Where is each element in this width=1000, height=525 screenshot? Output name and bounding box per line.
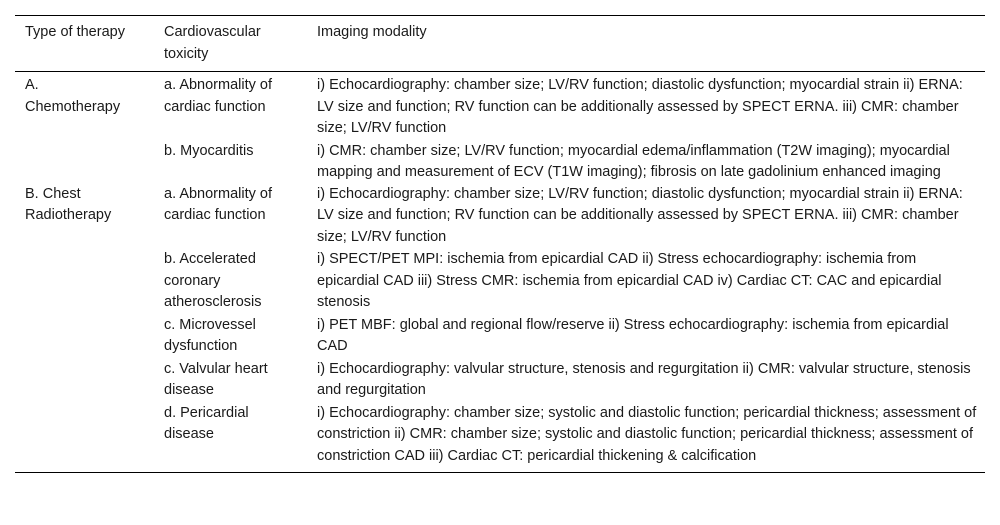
toxicity-cell: c. Valvular heart disease [164,360,268,398]
cardio-oncology-imaging-table [15,15,985,473]
table-header-row [15,16,985,71]
table-body [15,72,985,472]
toxicity-cell: b. Accelerated coronary atherosclerosis [164,251,262,310]
toxicity-cell: b. Myocarditis [164,142,254,159]
therapy-group [15,184,985,468]
table-bottom-rule [15,472,985,473]
toxicity-cell: a. Abnormality of cardiac function [164,185,272,223]
modality-cell: i) PET MBF: global and regional flow/reserve ii) Stress echocardiography: ischemia from epicardial CAD [317,316,949,354]
table-row [163,141,985,184]
table-row [163,75,985,140]
modality-cell: i) SPECT/PET MPI: ischemia from epicardial CAD ii) Stress echocardiography: ischemia from epicardial CAD iii) Stress CMR: ischemia from epicardial CAD iv) Cardiac CT: CAC and epicardial stenosis [317,251,942,310]
table-row [163,359,985,402]
modality-cell: i) Echocardiography: valvular structure, stenosis and regurgitation ii) CMR: valvular structure, stenosis and regurgitation [317,360,971,398]
modality-cell: i) Echocardiography: chamber size; LV/RV function; diastolic dysfunction; myocardial strain ii) ERNA: LV size and function; RV function can be additionally assessed by SPECT ERNA. iii) CMR: chamber size; LV/RV function [317,185,963,245]
modality-cell: i) Echocardiography: chamber size; LV/RV function; diastolic dysfunction; myocardial strain ii) ERNA: LV size and function; RV function can be additionally assessed by SPECT ERNA. iii) CMR: chamber size; LV/RV function [317,77,963,136]
table-row [163,403,985,468]
modality-cell: i) CMR: chamber size; LV/RV function; myocardial edema/inflammation (T2W imaging); myocardial mapping and measurement of ECV (T1W imaging); fibrosis on late gadolinium enhanced imaging [317,142,950,180]
header-cardiovascular-toxicity: Cardiovascular toxicity [164,24,261,62]
therapy-cell: A. Chemotherapy [25,77,121,115]
modality-cell: i) Echocardiography: chamber size; systolic and diastolic function; pericardial thickness; assessment of constriction ii) CMR: chamber size; systolic and diastolic function; pericardial thickness; assessment of constriction CAD iii) Cardiac CT: pericardial thickening & calcification [317,404,977,464]
table-row [163,249,985,314]
therapy-group [15,75,985,184]
toxicity-cell: d. Pericardial disease [164,404,249,442]
header-imaging-modality: Imaging modality [317,24,427,40]
table-row [163,184,985,249]
header-type-of-therapy: Type of therapy [25,24,125,40]
therapy-cell: B. Chest Radiotherapy [25,185,112,223]
toxicity-cell: a. Abnormality of cardiac function [164,77,272,115]
table-row [163,315,985,358]
toxicity-cell: c. Microvessel dysfunction [164,316,256,354]
